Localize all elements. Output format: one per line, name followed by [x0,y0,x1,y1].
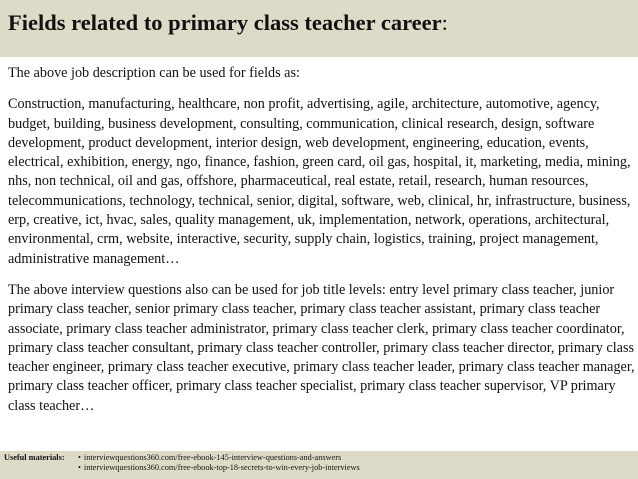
fields-paragraph: Construction, manufacturing, healthcare, non profit, advertising, agile, architecture, automotive, agency, budget, building, business development, consulting, communication, clinical research, design, software development, product development, interior design, web development, engineering, education, events, electrical, exhibition, energy, ngo, finance, fashion, green card, oil gas, hospital, it, marketing, media, mining, nhs, non technical, oil and gas, offshore, pharmaceutical, real estate, retail, research, human resources, telecommunications, technology, technical, senior, digital, software, web, clinical, hr, infrastructure, business, erp, creative, ict, hvac, sales, quality management, uk, implementation, network, operations, architectural, environmental, crm, website, interactive, security, supply chain, logistics, training, project management, administrative management… [8,96,631,267]
content-body [8,64,636,416]
footer-indent [4,463,78,473]
page-title [8,8,638,38]
page-title-colon: : [441,10,448,35]
bullet-icon: • [78,463,81,472]
job-levels-paragraph: The above interview questions also can be used for job title levels: entry level primary class teacher, junior primary class teacher, senior primary class teacher, primary class teacher assistant, primary class teacher associate, primary class teacher administrator, primary class teacher clerk, primary class teacher coordinator, primary class teacher consultant, primary class teacher controller, primary class teacher director, primary class teacher engineer, primary class teacher executive, primary class teacher leader, primary class teacher manager, primary class teacher officer, primary class teacher specialist, primary class teacher supervisor, VP primary class teacher… [8,281,635,414]
footer-row-2 [4,463,638,473]
bullet-icon: • [78,453,81,462]
intro-text: The above job description can be used for fields as: [8,65,300,81]
footer-label: Useful materials: [4,453,65,462]
title-bar [0,0,638,57]
footer-link-ebook-145[interactable]: interviewquestions360.com/free-ebook-145-interview-questions-and-answers [83,453,342,462]
footer-row-1 [4,453,638,463]
footer-useful-materials [0,451,638,479]
page-title-text: Fields related to primary class teacher career [8,10,442,35]
footer-link-ebook-top-18[interactable]: interviewquestions360.com/free-ebook-top-18-secrets-to-win-every-job-interviews [83,463,360,472]
